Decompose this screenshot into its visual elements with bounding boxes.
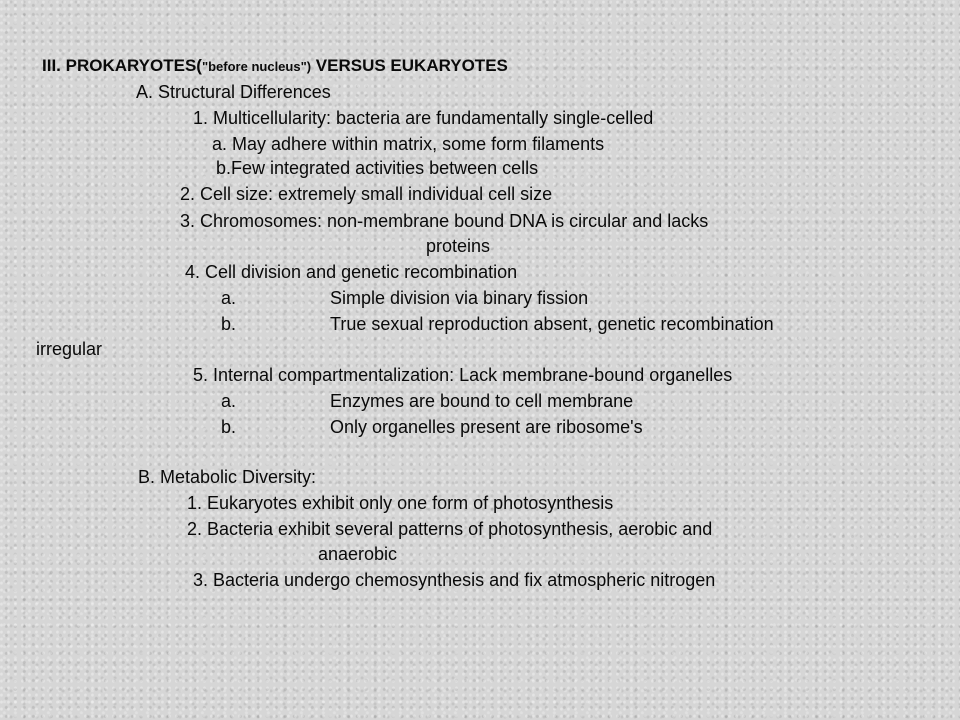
section-a-item-3-continued: proteins (426, 236, 491, 256)
section-a-item-1a: a. May adhere within matrix, some form filaments (212, 134, 605, 154)
item-4b-text: True sexual reproduction absent, genetic recombination (330, 314, 774, 334)
section-a-item-1: 1. Multicellularity: bacteria are fundamentally single-celled (193, 108, 654, 128)
item-4b-label: b. (221, 314, 237, 334)
section-a-item-4b (221, 313, 774, 335)
item-5b-text: Only organelles present are ribosome's (330, 417, 643, 437)
item-4a-text: Simple division via binary fission (330, 288, 589, 308)
item-5a-label: a. (221, 391, 237, 411)
section-b-item-2: 2. Bacteria exhibit several patterns of photosynthesis, aerobic and (187, 519, 713, 539)
section-a-item-2: 2. Cell size: extremely small individual cell size (180, 184, 553, 204)
section-a-item-4b-continued: irregular (36, 339, 103, 359)
section-b-heading: B. Metabolic Diversity: (138, 467, 317, 487)
section-a-item-5a (221, 390, 633, 412)
item-5b-label: b. (221, 417, 237, 437)
item-5a-text: Enzymes are bound to cell membrane (330, 391, 634, 411)
section-a-heading: A. Structural Differences (136, 82, 331, 102)
item-4a-label: a. (221, 288, 237, 308)
section-a-item-4a (221, 287, 588, 309)
section-a-item-4: 4. Cell division and genetic recombination (185, 262, 518, 282)
section-a-item-5: 5. Internal compartmentalization: Lack membrane-bound organelles (193, 365, 733, 385)
title-prefix: III. PROKARYOTES( (42, 56, 202, 75)
title-note: "before nucleus") (201, 59, 312, 74)
section-a-item-1b: b.Few integrated activities between cells (216, 158, 539, 178)
section-b-item-2-continued: anaerobic (318, 544, 398, 564)
section-a-item-3: 3. Chromosomes: non-membrane bound DNA is circular and lacks (180, 211, 709, 231)
slide-title (42, 55, 508, 78)
section-a-item-5b (221, 416, 643, 438)
section-b-item-3: 3. Bacteria undergo chemosynthesis and fix atmospheric nitrogen (193, 570, 716, 590)
section-b-item-1: 1. Eukaryotes exhibit only one form of photosynthesis (187, 493, 614, 513)
title-suffix: VERSUS EUKARYOTES (311, 56, 508, 75)
